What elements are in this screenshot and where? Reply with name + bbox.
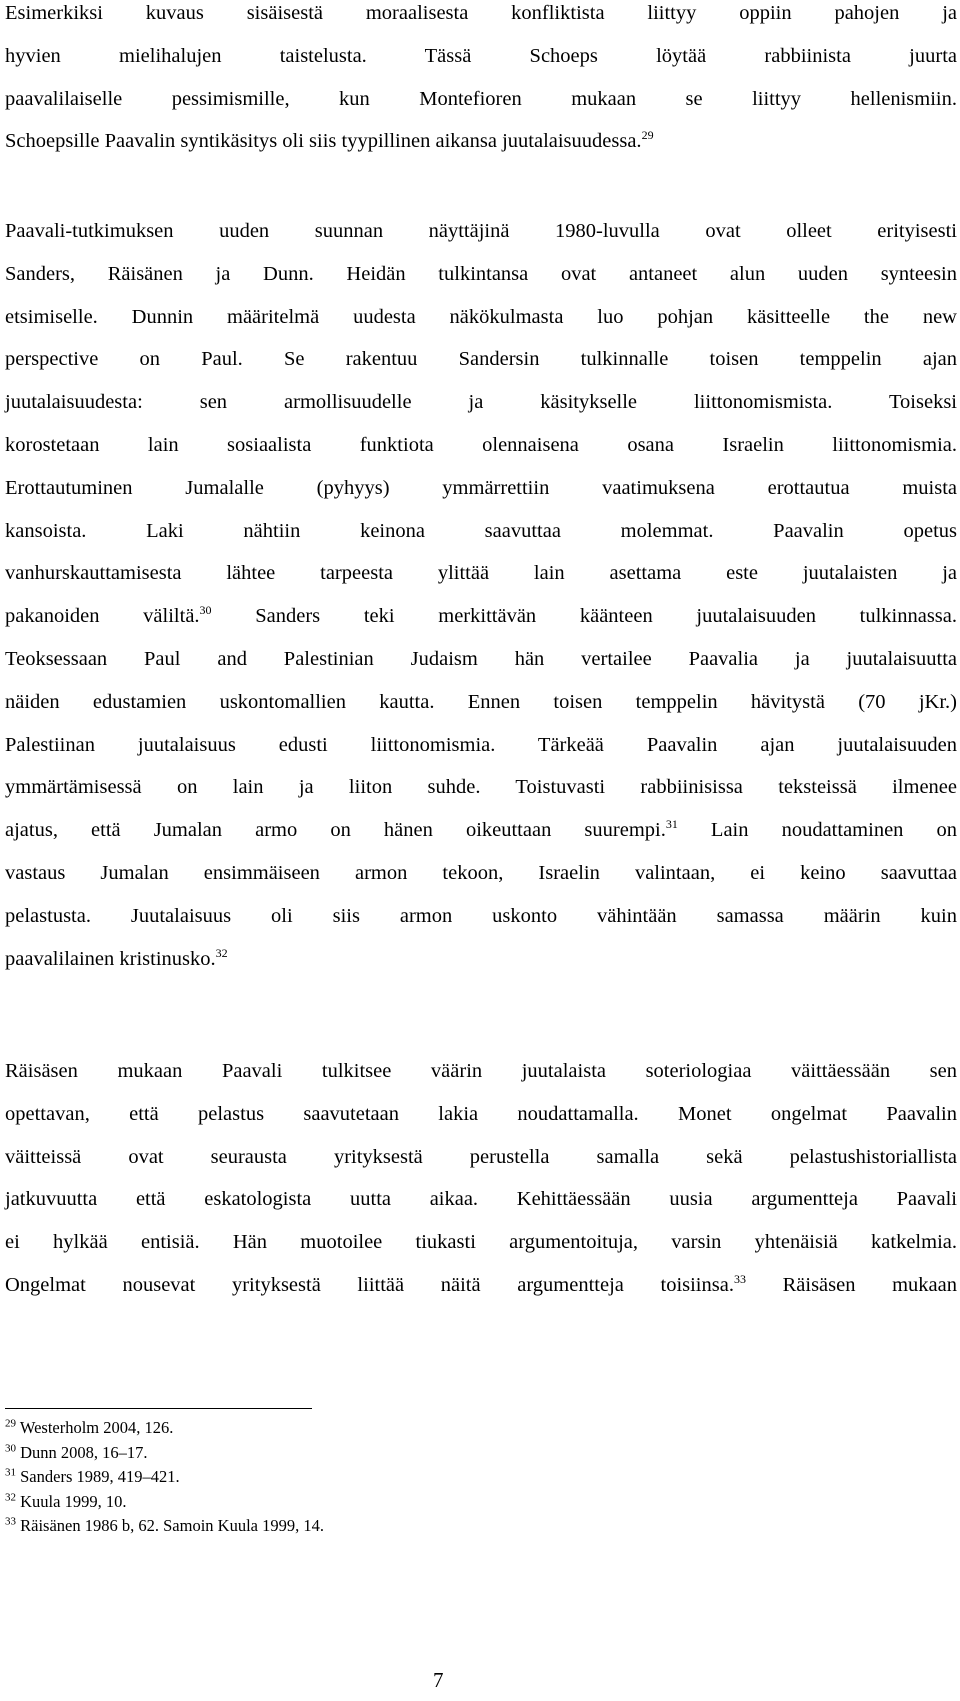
footnote-ref-31[interactable]: 31: [665, 817, 678, 832]
footnote-text: Dunn 2008, 16–17.: [20, 1442, 148, 1462]
text-line: [5, 128, 957, 174]
text-segment: pakanoiden väliltä.: [5, 605, 200, 628]
text-line: Palestiinan juutalaisuus edusti liittonomismia. Tärkeää Paavalin ajan juutalaisuuden: [5, 733, 957, 756]
text-line: vastaus Jumalan ensimmäiseen armon tekoon, Israelin valintaan, ei keino saavuttaa: [5, 861, 957, 884]
text-segment: paavalilainen kristinusko.: [5, 947, 216, 970]
text-line: opettavan, että pelastus saavutetaan lakia noudattamalla. Monet ongelmat Paavalin: [5, 1102, 957, 1125]
text-line: pelastusta. Juutalaisuus oli siis armon uskonto vähintään samassa määrin kuin: [5, 904, 957, 927]
paragraph-2: [5, 221, 957, 991]
text-line: [5, 817, 958, 863]
text-segment: Sanders teki merkittävän käänteen juutalaisuuden tulkinnassa.: [211, 605, 957, 628]
footnote-text: Kuula 1999, 10.: [20, 1491, 127, 1511]
footnote-ref-33[interactable]: 33: [733, 1272, 746, 1287]
text-line: Sanders, Räisänen ja Dunn. Heidän tulkintansa ovat antaneet alun uuden synteesin: [5, 262, 957, 285]
text-line: [5, 945, 957, 992]
footnote: [5, 1465, 324, 1490]
text-line: Esimerkiksi kuvaus sisäisestä moraalisesta konfliktista liittyy oppiin pahojen ja: [5, 2, 957, 24]
paragraph-1: [5, 3, 957, 174]
footnote: [5, 1490, 324, 1515]
footnote: [5, 1416, 324, 1441]
text-segment: Lain noudattaminen on: [677, 819, 958, 842]
text-line: kansoista. Laki nähtiin keinona saavuttaa molemmat. Paavalin opetus: [5, 519, 957, 542]
footnote-ref-32[interactable]: 32: [215, 945, 228, 960]
text-line: juutalaisuudesta: sen armollisuudelle ja käsitykselle liittonomismista. Toiseksi: [5, 391, 957, 414]
text-line: [5, 1272, 958, 1318]
text-line: Erottautuminen Jumalalle (pyhyys) ymmärrettiin vaatimuksena erottautua muista: [5, 476, 957, 499]
text-segment: Räisäsen mukaan: [745, 1273, 958, 1296]
footnote-separator: [5, 1408, 312, 1409]
page-number: 7: [433, 1668, 444, 1692]
footnote-text: Sanders 1989, 419–421.: [20, 1467, 180, 1486]
footnote-number: 31: [5, 1466, 16, 1479]
text-line: väitteissä ovat seurausta yrityksestä perustella samalla sekä pelastushistoriallista: [5, 1145, 957, 1168]
text-line: hyvien mielihalujen taistelusta. Tässä Schoeps löytää rabbiinista juurta: [5, 44, 957, 67]
text-line: näiden edustamien uskontomallien kautta. Ennen toisen temppelin hävitystä (70 jKr.): [5, 690, 957, 713]
footnote-number: 32: [5, 1491, 16, 1503]
footnotes: [5, 1416, 324, 1539]
text-segment: ajatus, että Jumalan armo on hänen oikeuttaan suurempi.: [5, 819, 666, 842]
footnote-text: Räisänen 1986 b, 62. Samoin Kuula 1999, 14.: [20, 1516, 324, 1535]
text-line: Teoksessaan Paul and Palestinian Judaism hän vertailee Paavalia ja juutalaisuutta: [5, 647, 957, 670]
footnote: [5, 1514, 324, 1539]
footnote-number: 29: [5, 1417, 16, 1430]
text-line: ymmärtämisessä on lain ja liiton suhde. Toistuvasti rabbiinisissa teksteissä ilmenee: [5, 776, 957, 799]
text-line: paavalilaiselle pessimismille, kun Montefioren mukaan se liittyy hellenismiin.: [5, 87, 957, 110]
text-segment: Schoepsille Paavalin syntikäsitys oli siis tyypillinen aikansa juutalaisuudessa.: [5, 130, 642, 153]
text-line: Räisäsen mukaan Paavali tulkitsee väärin juutalaista soteriologiaa väittäessään sen: [5, 1060, 957, 1082]
text-line: etsimiselle. Dunnin määritelmä uudesta näkökulmasta luo pohjan käsitteelle the new: [5, 305, 957, 328]
paragraph-3: [5, 1061, 957, 1318]
text-line: jatkuvuutta että eskatologista uutta aikaa. Kehittäessään uusia argumentteja Paavali: [5, 1188, 957, 1211]
footnote-ref-30[interactable]: 30: [199, 603, 212, 618]
text-line: korostetaan lain sosiaalista funktiota olennaisena osana Israelin liittonomismia.: [5, 433, 957, 456]
footnote: [5, 1441, 324, 1466]
footnote-number: 33: [5, 1515, 16, 1528]
footnote-text: Westerholm 2004, 126.: [19, 1418, 174, 1437]
text-line: vanhurskauttamisesta lähtee tarpeesta ylittää lain asettama este juutalaisten ja: [5, 562, 957, 585]
text-line: ei hylkää entisiä. Hän muotoilee tiukasti argumentoituja, varsin yhtenäisiä katkelmia.: [5, 1231, 957, 1254]
text-line: Paavali-tutkimuksen uuden suunnan näyttäjinä 1980-luvulla ovat olleet erityisesti: [5, 220, 957, 242]
text-segment: Ongelmat nousevat yrityksestä liittää näitä argumentteja toisiinsa.: [5, 1273, 734, 1296]
text-line: perspective on Paul. Se rakentuu Sandersin tulkinnalle toisen temppelin ajan: [5, 348, 957, 371]
footnote-ref-29[interactable]: 29: [641, 128, 654, 143]
footnote-number: 30: [5, 1442, 16, 1454]
text-line: [5, 603, 957, 649]
